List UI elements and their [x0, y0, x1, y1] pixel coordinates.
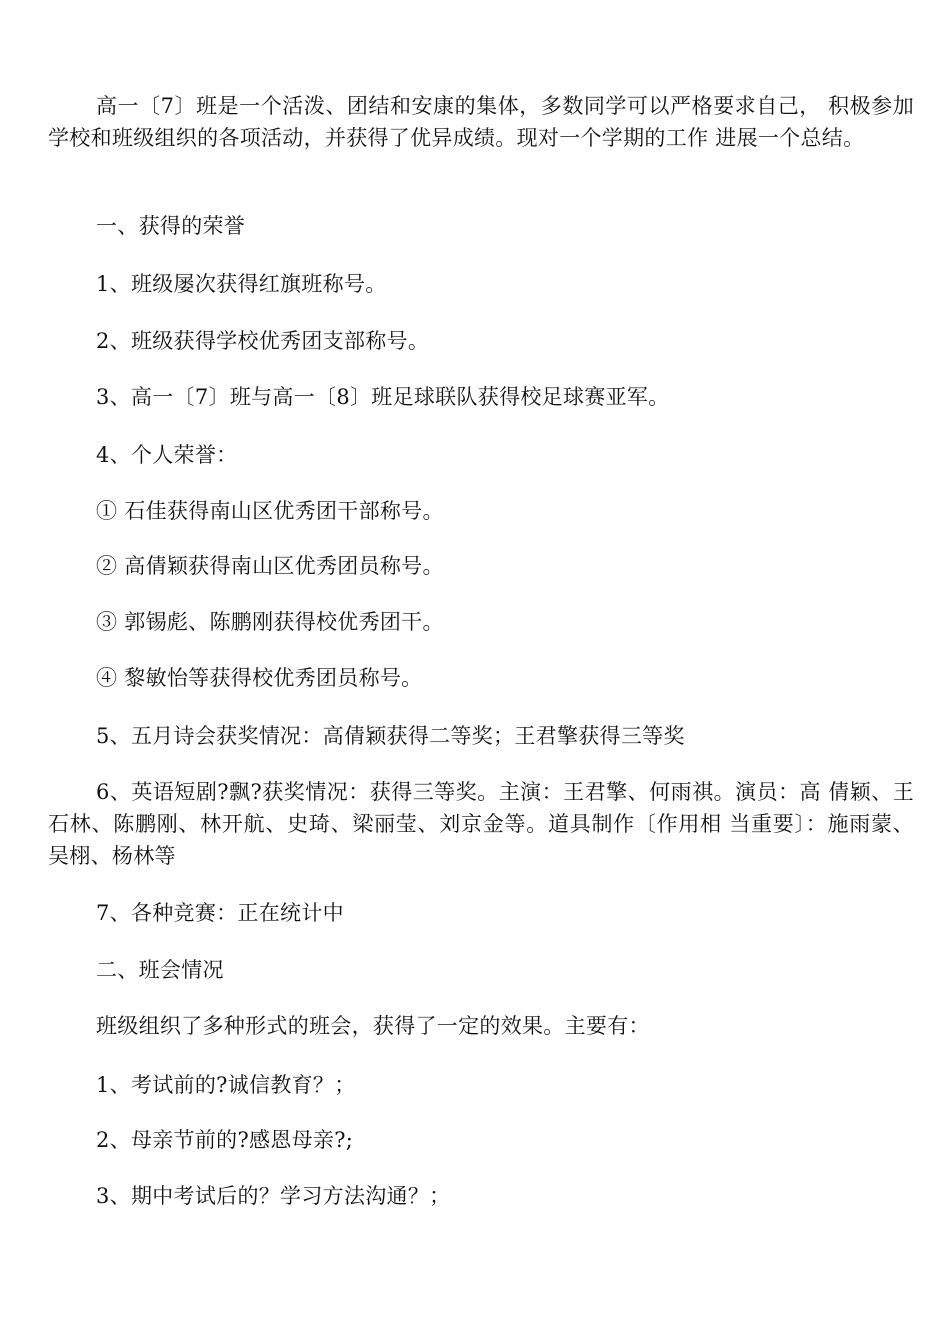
honor-item-5: 5、五月诗会获奖情况：高倩颖获得二等奖；王君擎获得三等奖 — [96, 724, 685, 748]
honor-item-6: 6、英语短剧?飘?获奖情况：获得三等奖。主演：王君擎、何雨祺。演员：高 倩颖、王石林、陈鹏刚、林开航、史琦、梁丽莹、刘京金等。道具制作〔作用相 当重要〕：施雨蒙、吴栩、杨林等 — [48, 780, 914, 868]
meeting-item-1: 1、考试前的?诚信教育？； — [96, 1073, 356, 1097]
honor-item-1: 1、班级屡次获得红旗班称号。 — [96, 272, 387, 296]
personal-honor-1: ① 石佳获得南山区优秀团干部称号。 — [96, 499, 444, 523]
personal-honor-4: ④ 黎敏怡等获得校优秀团员称号。 — [96, 666, 423, 690]
personal-honor-2: ② 高倩颖获得南山区优秀团员称号。 — [96, 554, 444, 578]
honor-item-4: 4、个人荣誉： — [96, 443, 238, 467]
meeting-item-2: 2、母亲节前的?感恩母亲?; — [96, 1128, 354, 1152]
intro-paragraph: 高一〔7〕班是一个活泼、团结和安康的集体，多数同学可以严格要求自己， 积极参加学校和班级组织的各项活动，并获得了优异成绩。现对一个学期的工作 进展一个总结。 — [48, 94, 914, 150]
honor-item-7: 7、各种竞赛：正在统计中 — [96, 901, 344, 925]
section2-heading: 二、班会情况 — [96, 958, 224, 982]
honor-item-3: 3、高一〔7〕班与高一〔8〕班足球联队获得校足球赛亚军。 — [96, 385, 670, 409]
section2-intro: 班级组织了多种形式的班会，获得了一定的效果。主要有： — [96, 1014, 650, 1038]
section1-heading: 一、获得的荣誉 — [96, 214, 246, 238]
meeting-item-3: 3、期中考试后的？学习方法沟通？； — [96, 1184, 451, 1208]
personal-honor-3: ③ 郭锡彪、陈鹏刚获得校优秀团干。 — [96, 610, 444, 634]
honor-item-2: 2、班级获得学校优秀团支部称号。 — [96, 329, 430, 353]
